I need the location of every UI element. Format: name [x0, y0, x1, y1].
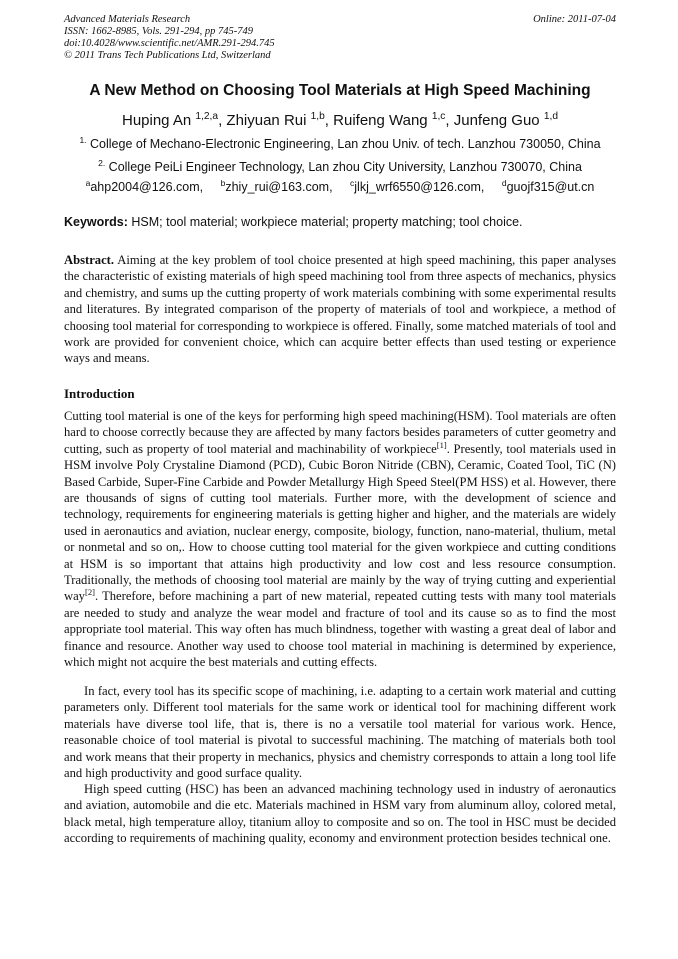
keywords	[64, 215, 616, 229]
section-heading-introduction: Introduction	[64, 386, 135, 401]
citation-2[interactable]: [2]	[84, 587, 95, 598]
author: Zhiyuan Rui $^{1,b}$,	[226, 111, 334, 129]
email-address[interactable]: $^c$jlkj_wrf6550@126.com,	[350, 177, 485, 194]
email-list	[64, 177, 616, 194]
abstract-text: Aiming at the key problem of tool choice presented at high speed machining, this paper analyses the characteristic of existing materials of high speed machining tool from three aspects of mechanics, physics and chemistry, and sums up the cutting property of work materials combining with some experimental results and literatures. By integrated comparison of the property of materials of tool and workpiece, a method of choosing tool material for corresponding to workpiece is offered. Finally, some matched materials of tool and work are provided for convenient choice, which can acquire better effects than used testing or experience ways and means.	[64, 253, 616, 366]
intro-paragraph-2: In fact, every tool has its specific scope of machining, i.e. adapting to a certain work material and cutting parameters only. Different tool materials for the same work or identical tool for machining different work materials have diverse tool life, that is, there is no a versatile tool material for various work. Hence, reasonable choice of tool material is pivotal to successful machining. The matching of materials both tool and work means that their property in mechanics, physics and chemistry corresponds to attain a long tool life and high productivity and good surface quality.	[64, 684, 616, 781]
email-address[interactable]: $^d$guojf315@ut.cn	[501, 177, 595, 194]
keywords-text: HSM; tool material; workpiece material; property matching; tool choice.	[131, 215, 523, 229]
abstract	[64, 252, 616, 367]
author: Ruifeng Wang $^{1,c}$,	[333, 111, 454, 129]
online-date: Online: 2011-07-04	[533, 14, 616, 25]
email-address[interactable]: $^a$ahp2004@126.com,	[85, 177, 204, 194]
affiliation-2: $^{2.}$ College PeiLi Engineer Technology, Lan zhou City University, Lanzhou 730070, China	[98, 157, 582, 174]
author: Junfeng Guo $^{1,d}$	[453, 111, 558, 129]
abstract-label: Abstract.	[64, 253, 115, 267]
copyright-line: © 2011 Trans Tech Publications Ltd, Switzerland	[64, 50, 271, 61]
intro-paragraph-1: Cutting tool material is one of the keys for performing high speed machining(HSM). Tool materials are often hard to choose correctly because they are affected by many factors besides parameters of cutter geometry and cutting, such as property of tool material and machinability of workpiece[1]. Presently, tool materials used in HSM involve Poly Crystaline Diamond (PCD), Cubic Boron Nitride (CBN), Ceramic, Coated Tool, TiC (N) Based Carbide, Super-Fine Carbide and Powder Metallurgy High Speed Steel(PM HSS) et al. However, there are thousands of signs of cutting tool materials. Further more, with the development of science and technology, requirements for engineering materials is getting higher and higher, and the materials are widely used in aeronautics and aviation, nuclear energy, composite, biology, function, nano-material, thulium, metal or nonmetal and so on,. How to choose cutting tool material for the given workpiece and cutting conditions at HSM is so important that attains high productivity and low cost and less resource consumption. Traditionally, the methods of choosing tool material are mainly by the way of trying cutting and experiential way[2]. Therefore, before machining a part of new material, repeated cutting tests with many tool materials are needed to study and analyze the wear model and fracture of tool and its cause so as to find the most appropriate tool material. This way often has much blindness, together with wasting a great deal of labor and finance and resource. Another way used to choose tool material in machining is determined by experience, which might not acquire the best materials and cutting effects.	[64, 409, 616, 670]
author: Huping An $^{1,2,a}$,	[121, 111, 227, 129]
affiliation-1: $^{1.}$ College of Mechano-Electronic Engineering, Lan zhou Univ. of tech. Lanzhou 730050, China	[79, 134, 601, 151]
doi-line: doi:10.4028/www.scientific.net/AMR.291-294.745	[64, 38, 275, 49]
journal-header	[64, 14, 616, 62]
author-list	[64, 112, 616, 129]
email-address[interactable]: $^b$zhiy_rui@163.com,	[220, 177, 333, 194]
paper-title: A New Method on Choosing Tool Materials at High Speed Machining	[89, 82, 591, 99]
keywords-label: Keywords:	[64, 215, 128, 229]
journal-name: Advanced Materials Research	[64, 14, 191, 25]
issn-line: ISSN: 1662-8985, Vols. 291-294, pp 745-749	[64, 26, 253, 37]
intro-paragraph-3: High speed cutting (HSC) has been an advanced machining technology used in industry of aeronautics and aviation, automobile and die etc. Materials machined in HSM vary from aluminum alloy, colored metal, black metal, high temperature alloy, titanium alloy to composite and so on. The tool in HSC must be decided according to requirements of machining quality, economy and environment protection besides technical one.	[64, 782, 616, 846]
citation-1[interactable]: [1]	[436, 439, 447, 450]
